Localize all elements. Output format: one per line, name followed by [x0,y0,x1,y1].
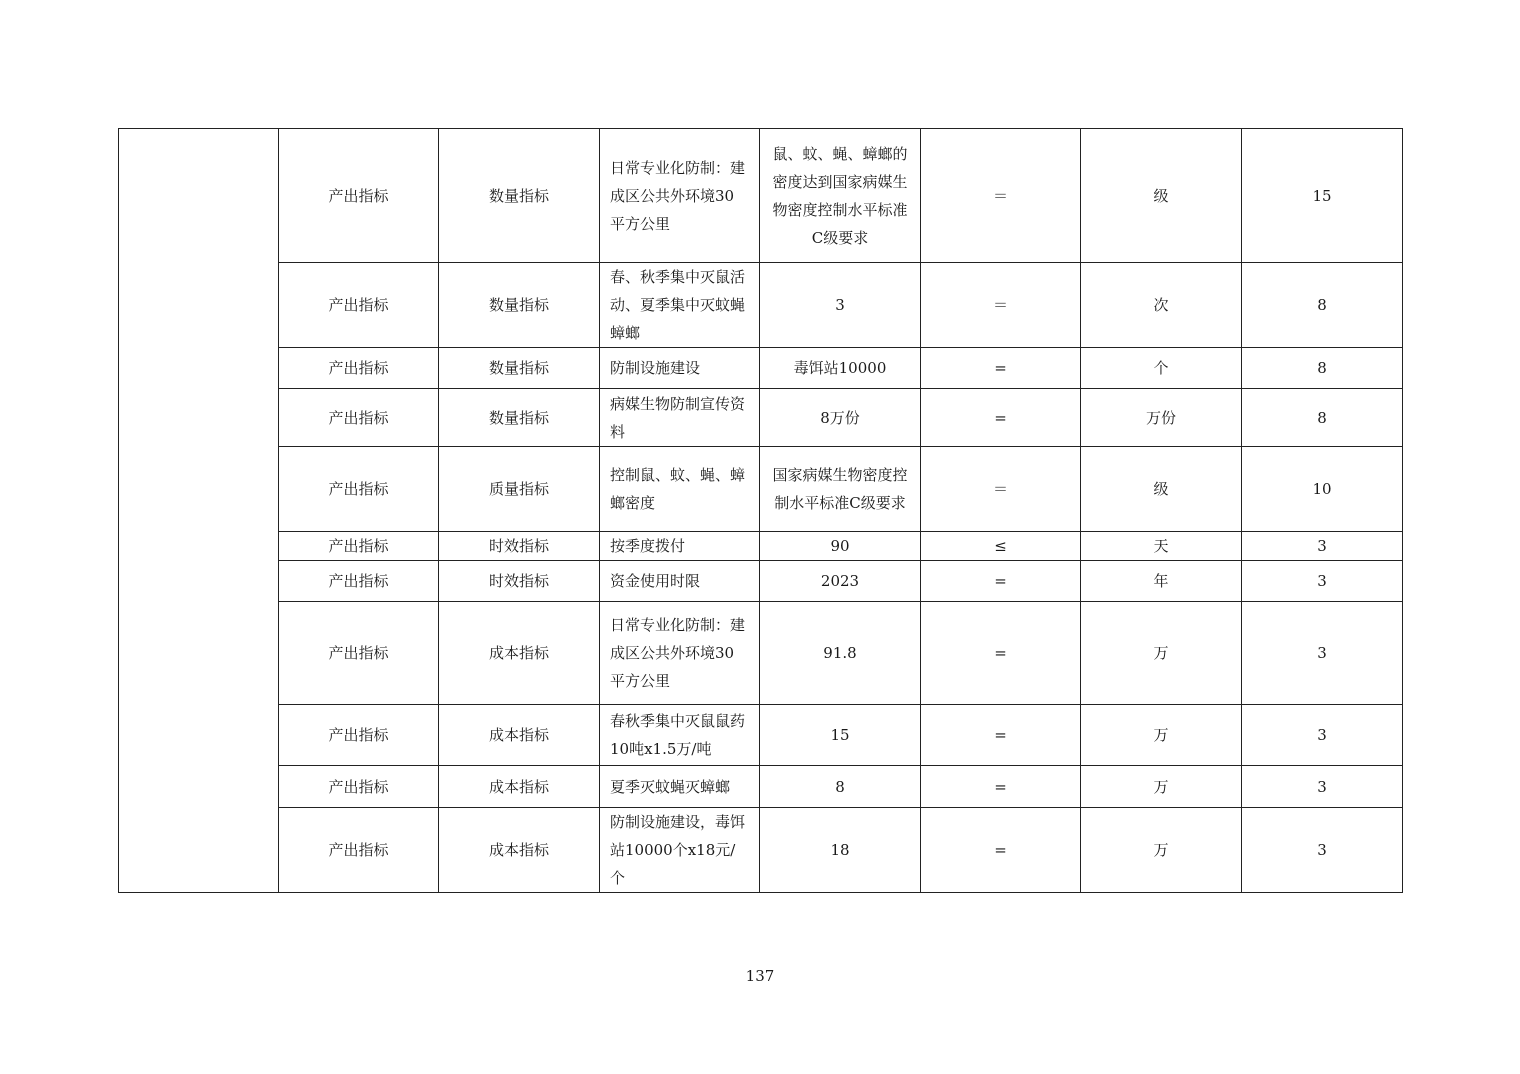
table-row [119,447,1403,532]
table-row [119,602,1403,705]
indicator-content-cell: 病媒生物防制宣传资料 [600,389,760,447]
score-cell: 3 [1242,705,1403,766]
target-value-cell: 90 [760,532,921,561]
unit-cell: 年 [1081,561,1242,602]
indicator-content-cell: 春秋季集中灭鼠鼠药10吨x1.5万/吨 [600,705,760,766]
table-row [119,263,1403,348]
operator-cell: ＝ [921,129,1081,263]
level2-indicator-cell: 成本指标 [439,602,600,705]
operator-cell: = [921,766,1081,808]
unit-cell: 万 [1081,705,1242,766]
indicator-content-cell: 按季度拨付 [600,532,760,561]
level2-indicator-cell: 数量指标 [439,348,600,389]
level1-indicator-cell: 产出指标 [279,348,439,389]
score-cell: 8 [1242,389,1403,447]
indicator-content-cell: 防制设施建设，毒饵站10000个x18元/个 [600,808,760,893]
merged-category-cell [119,129,279,893]
performance-indicator-table [118,128,1403,893]
indicator-content-cell: 日常专业化防制：建成区公共外环境30平方公里 [600,602,760,705]
indicator-content-cell: 日常专业化防制：建成区公共外环境30平方公里 [600,129,760,263]
unit-cell: 级 [1081,447,1242,532]
unit-cell: 级 [1081,129,1242,263]
score-cell: 3 [1242,532,1403,561]
level2-indicator-cell: 数量指标 [439,389,600,447]
level2-indicator-cell: 成本指标 [439,766,600,808]
target-value-cell: 国家病媒生物密度控制水平标准C级要求 [760,447,921,532]
operator-cell: = [921,808,1081,893]
level2-indicator-cell: 时效指标 [439,532,600,561]
level2-indicator-cell: 数量指标 [439,263,600,348]
operator-cell: = [921,602,1081,705]
page-number: 137 [745,967,775,985]
table-row [119,705,1403,766]
unit-cell: 天 [1081,532,1242,561]
target-value-cell: 91.8 [760,602,921,705]
score-cell: 8 [1242,263,1403,348]
operator-cell: ＝ [921,263,1081,348]
target-value-cell: 8万份 [760,389,921,447]
table-row [119,808,1403,893]
table-row [119,389,1403,447]
score-cell: 8 [1242,348,1403,389]
unit-cell: 万 [1081,766,1242,808]
table-row [119,766,1403,808]
level1-indicator-cell: 产出指标 [279,766,439,808]
level1-indicator-cell: 产出指标 [279,447,439,532]
operator-cell: = [921,561,1081,602]
target-value-cell: 8 [760,766,921,808]
unit-cell: 万 [1081,602,1242,705]
indicator-content-cell: 夏季灭蚊蝇灭蟑螂 [600,766,760,808]
level1-indicator-cell: 产出指标 [279,263,439,348]
score-cell: 10 [1242,447,1403,532]
target-value-cell: 2023 [760,561,921,602]
unit-cell: 个 [1081,348,1242,389]
operator-cell: = [921,705,1081,766]
score-cell: 3 [1242,808,1403,893]
level2-indicator-cell: 数量指标 [439,129,600,263]
level1-indicator-cell: 产出指标 [279,532,439,561]
indicator-content-cell: 资金使用时限 [600,561,760,602]
table-row [119,348,1403,389]
level1-indicator-cell: 产出指标 [279,389,439,447]
level1-indicator-cell: 产出指标 [279,808,439,893]
unit-cell: 万份 [1081,389,1242,447]
target-value-cell: 18 [760,808,921,893]
target-value-cell: 鼠、蚊、蝇、蟑螂的密度达到国家病媒生物密度控制水平标准C级要求 [760,129,921,263]
score-cell: 3 [1242,602,1403,705]
operator-cell: = [921,348,1081,389]
indicator-content-cell: 春、秋季集中灭鼠活动、夏季集中灭蚊蝇蟑螂 [600,263,760,348]
level2-indicator-cell: 质量指标 [439,447,600,532]
indicator-content-cell: 防制设施建设 [600,348,760,389]
level2-indicator-cell: 成本指标 [439,705,600,766]
unit-cell: 万 [1081,808,1242,893]
score-cell: 3 [1242,561,1403,602]
level1-indicator-cell: 产出指标 [279,705,439,766]
level1-indicator-cell: 产出指标 [279,602,439,705]
level1-indicator-cell: 产出指标 [279,129,439,263]
score-cell: 15 [1242,129,1403,263]
level2-indicator-cell: 时效指标 [439,561,600,602]
table-row [119,532,1403,561]
operator-cell: = [921,389,1081,447]
target-value-cell: 3 [760,263,921,348]
table-row [119,129,1403,263]
target-value-cell: 毒饵站10000 [760,348,921,389]
table-row [119,561,1403,602]
operator-cell: ＝ [921,447,1081,532]
table-body [119,129,1403,893]
indicator-content-cell: 控制鼠、蚊、蝇、蟑螂密度 [600,447,760,532]
score-cell: 3 [1242,766,1403,808]
operator-cell: ≤ [921,532,1081,561]
level1-indicator-cell: 产出指标 [279,561,439,602]
level2-indicator-cell: 成本指标 [439,808,600,893]
unit-cell: 次 [1081,263,1242,348]
target-value-cell: 15 [760,705,921,766]
